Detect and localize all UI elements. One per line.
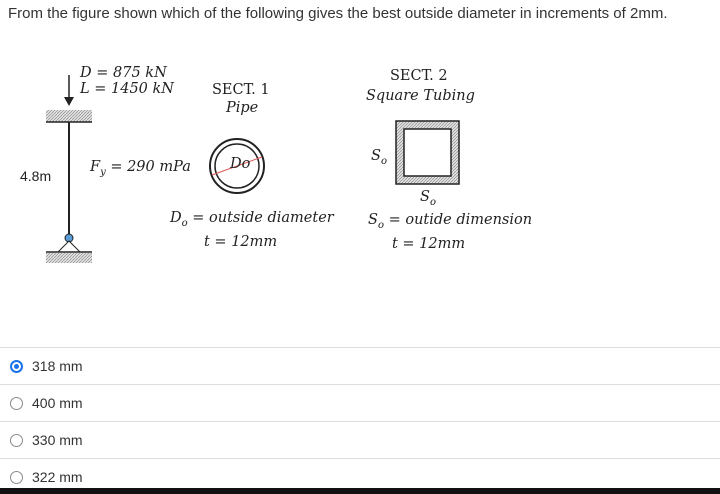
live-load-label: L = 1450 kN — [80, 81, 174, 97]
divider — [0, 384, 720, 385]
so-side-label: $S_o$ — [371, 148, 387, 167]
sect2-subtitle: Square Tubing — [366, 88, 475, 104]
option-label: 400 mm — [32, 395, 83, 411]
option-318[interactable] — [10, 355, 83, 377]
dead-load-label: D = 875 kN — [80, 65, 167, 81]
sect1-subtitle: Pipe — [226, 100, 259, 116]
so-definition: $S_o$ = outide dimension — [368, 212, 533, 231]
top-support — [46, 110, 92, 122]
sect1-thickness: t = 12mm — [204, 234, 278, 250]
radio-icon[interactable] — [10, 397, 23, 410]
do-definition: $D_o$ = outside diameter — [170, 210, 334, 229]
question-text: From the figure shown which of the following gives the best outside diameter in increments of 2mm. — [8, 5, 668, 22]
sect2-title: SECT. 2 — [390, 68, 448, 84]
option-400[interactable] — [10, 392, 83, 414]
ground-hatch — [46, 253, 92, 263]
bottom-bar — [0, 488, 720, 494]
option-label: 330 mm — [32, 432, 83, 448]
option-322[interactable] — [10, 466, 83, 488]
pipe-do-label: Do — [230, 156, 251, 172]
divider — [0, 347, 720, 348]
option-label: 322 mm — [32, 469, 83, 485]
so-bottom-label: $S_o$ — [420, 189, 436, 208]
sect1-title: SECT. 1 — [212, 82, 270, 98]
divider — [0, 421, 720, 422]
sect2-thickness: t = 12mm — [392, 236, 466, 252]
option-label: 318 mm — [32, 358, 83, 374]
load-arrow-icon — [64, 75, 74, 106]
option-330[interactable] — [10, 429, 83, 451]
radio-icon[interactable] — [10, 471, 23, 484]
column-height-label: 4.8m — [20, 168, 52, 184]
yield-stress-label: $F_y = 290$ mPa — [90, 159, 191, 178]
divider — [0, 458, 720, 459]
square-tube-icon — [396, 121, 459, 184]
radio-selected-icon[interactable] — [10, 360, 23, 373]
radio-icon[interactable] — [10, 434, 23, 447]
